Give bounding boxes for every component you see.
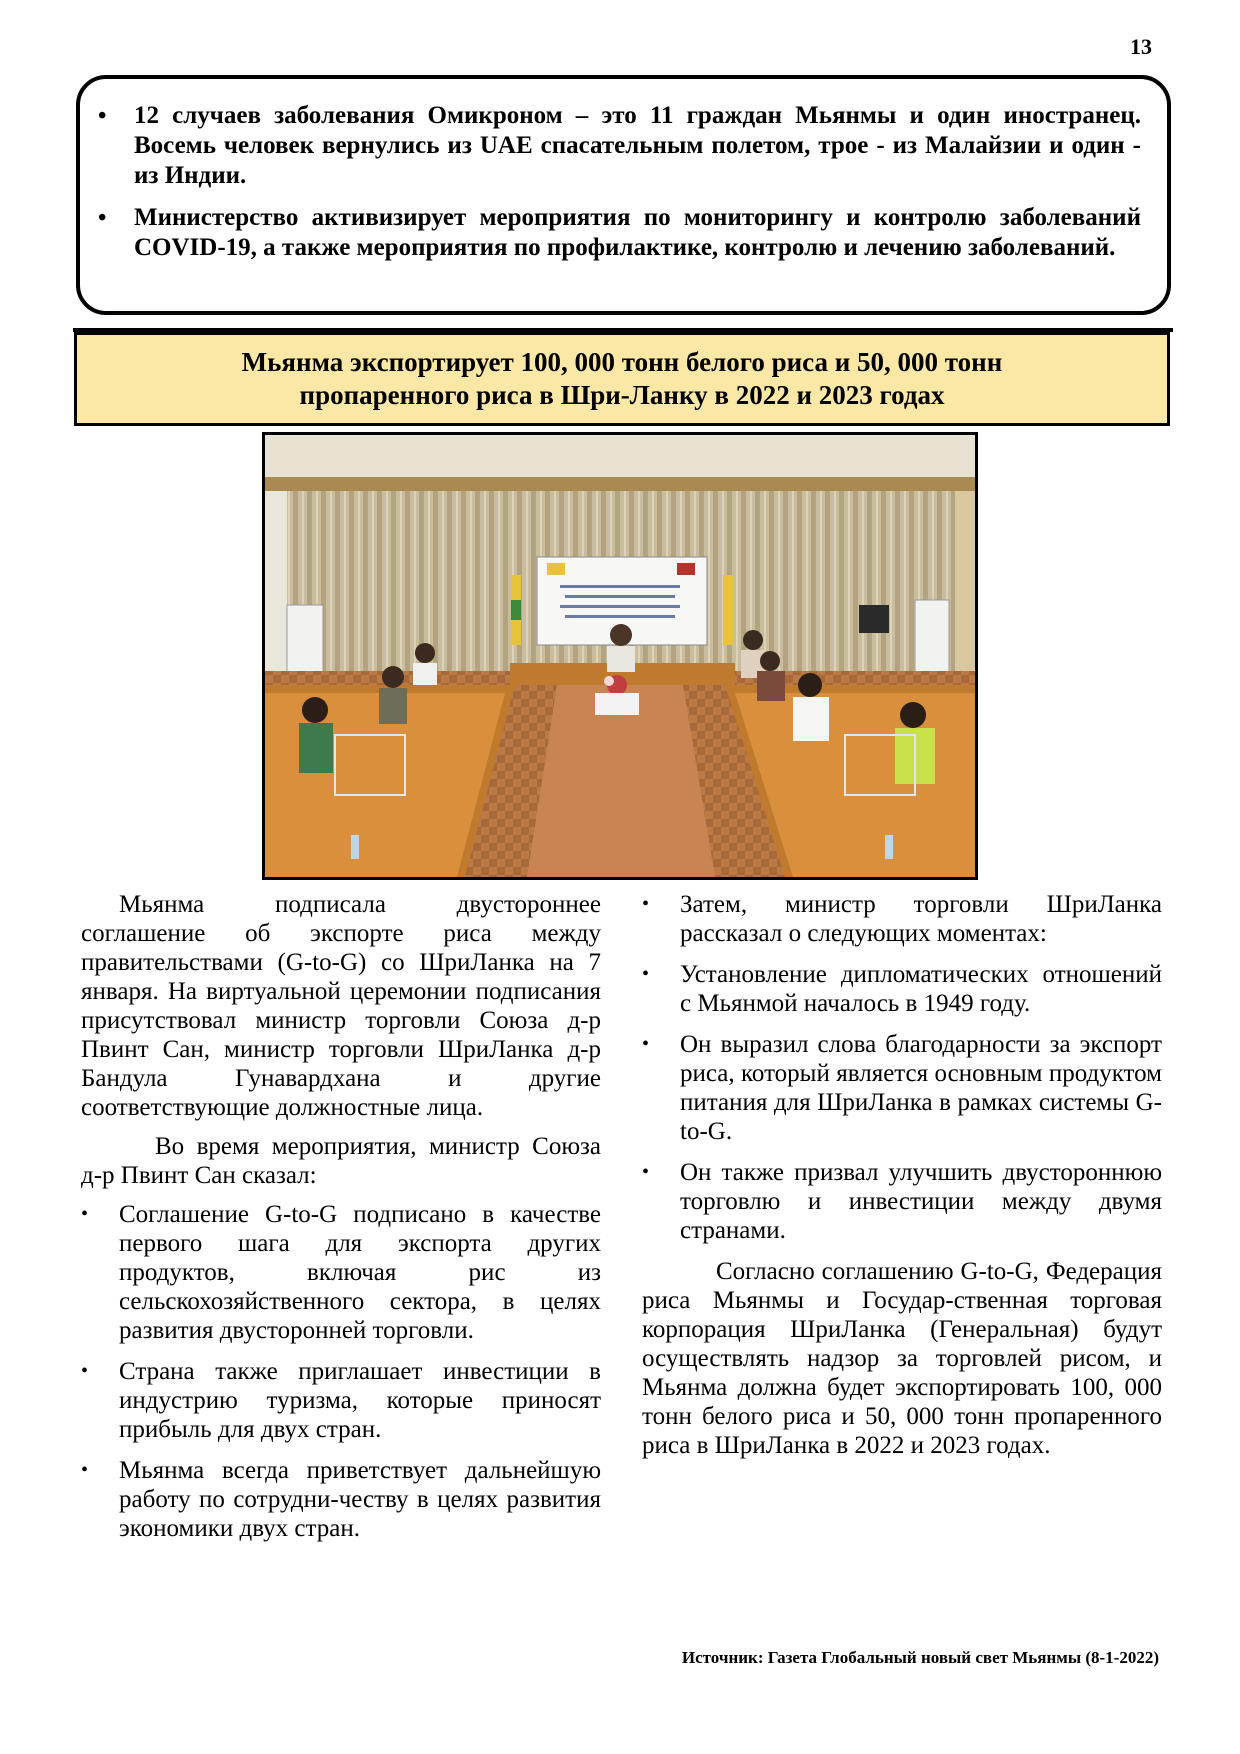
list-item: • Установление дипломатических отношений с Мьянмой началось в 1949 году. [642,960,1162,1018]
list-item: • Страна также приглашает инвестиции в индустрию туризма, которые приносят прибыль для двух стран. [81,1357,601,1444]
article-paragraph: Мьянма подписала двустороннее соглашение об экспорте риса между правительствами (G-to-G) со ШриЛанка на 7 января. На виртуальной церемонии подписания присутствовал министр торговли Союза д-р Пвинт Сан, министр торговли ШриЛанка д-р Бандула Гунавардхана и другие соответствующие должностные лица. [81,891,601,1121]
page-number: 13 [1130,34,1152,59]
article-title-box [74,332,1170,426]
highlight-item: • Министерство активизирует мероприятия по мониторингу и контролю заболеваний COVID-19, а также мероприятия по профилактике, контролю и лечению заболеваний. [98,203,1141,263]
article-left-column [81,890,601,1555]
article-paragraph: Во время мероприятия, министр Союза д-р Пвинт Сан сказал: [81,1133,601,1189]
article-title: Мьянма экспортирует 100, 000 тонн белого риса и 50, 000 тонн пропаренного риса в Шри-Ланку в 2022 и 2023 годах [241,347,1003,410]
article-photo [262,432,978,880]
list-item: • Он выразил слова благодарности за экспорт риса, который является основным продуктом питания для ШриЛанка в рамках системы G-to-G. [642,1030,1162,1146]
srilanka-statements-list [642,890,1162,1245]
list-item: • Затем, министр торговли ШриЛанка рассказал о следующих моментах: [642,890,1162,948]
minister-statements-list [81,1200,601,1543]
article-right-column [642,890,1162,1470]
article-paragraph: Согласно соглашению G-to-G, Федерация риса Мьянмы и Государ-ственная торговая корпорация ШриЛанка (Генеральная) будут осуществлять надзор за торговлей рисом, и Мьянма должна будет экспортировать 100, 000 тонн белого риса и 50, 000 тонн пропаренного риса в ШриЛанка в 2022 и 2023 годах. [642,1258,1162,1459]
list-item: • Соглашение G-to-G подписано в качестве первого шага для экспорта других продуктов, включая рис из сельскохозяйственного сектора, в целях развития двусторонней торговли. [81,1200,601,1345]
list-item: • Мьянма всегда приветствует дальнейшую работу по сотрудни-честву в целях развития экономики двух стран. [81,1456,601,1543]
highlight-item: • 12 случаев заболевания Омикроном – это 11 граждан Мьянмы и один иностранец. Восемь человек вернулись из UAE спасательным полетом, трое - из Малайзии и один - из Индии. [98,101,1141,191]
list-item: • Он также призвал улучшить двустороннюю торговлю и инвестиции между двумя странами. [642,1158,1162,1245]
highlights-list [98,101,1141,263]
source-credit: Источник: Газета Глобальный новый свет Мьянмы (8-1-2022) [681,1648,1159,1667]
highlights-box [76,75,1171,315]
